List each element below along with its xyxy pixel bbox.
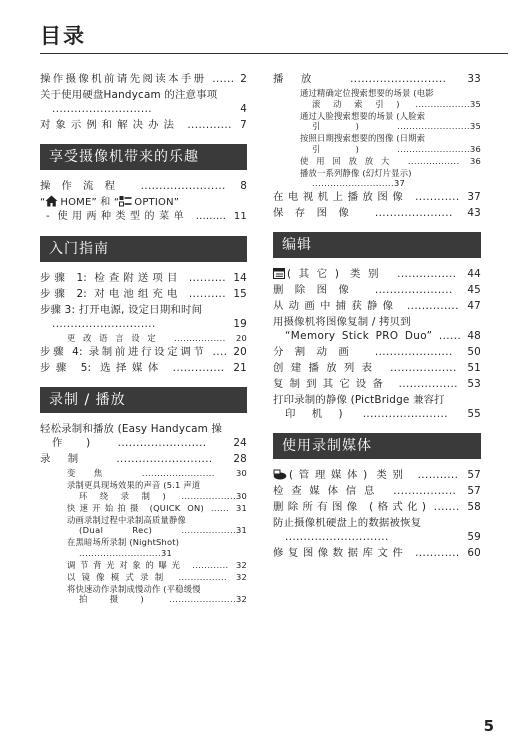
toc-entry[interactable]: 创建播放列表 .................. 51	[273, 362, 481, 374]
toc-entry[interactable]: 在电视机上播放图像 ............ 37	[273, 191, 481, 203]
page-number: 5	[483, 717, 494, 735]
section-heading: 编辑	[273, 232, 481, 258]
toc-subentry[interactable]: 以镜像模式录制 ................ 32	[67, 571, 247, 582]
section-heading: 入门指南	[40, 236, 247, 262]
toc-entry[interactable]: 防止摄像机硬盘上的数据被恢复 ............................ 59	[273, 517, 481, 543]
toc-entry[interactable]: 步骤 4: 录制前进行设定调节 .... 20	[40, 346, 247, 358]
section-heading: 使用录制媒体	[273, 433, 481, 459]
home-option-line: “ HOME” 和 “ OPTION”	[40, 197, 180, 208]
toc-entry[interactable]: 对象示例和解决办法 ............ 7	[40, 119, 247, 131]
toc-entry[interactable]: 复制到其它设备 ................ 53	[273, 378, 481, 390]
toc-entry[interactable]: 修复图像数据库文件 ............ 60	[273, 547, 481, 559]
toc-entry[interactable]: (管理媒体) 类别 ........... 57	[273, 468, 481, 482]
toc-entry[interactable]: 检查媒体信息 ................. 57	[273, 485, 481, 497]
toc-subentry[interactable]: 将快速动作录制成慢动作 (平稳缓慢 拍摄) ......................32	[67, 583, 247, 604]
toc-entry[interactable]: 轻松录制和播放 (Easy Handycam 操 作) ........................ 24	[40, 423, 247, 449]
toc-subentry[interactable]: 使用回放放大 ................. 36	[300, 155, 482, 166]
toc-entry[interactable]: 步骤 1: 检查附送项目 .......... 14	[40, 272, 247, 284]
toc-subentry[interactable]: 在黑暗场所录制 (NightShot) ...........................31	[67, 537, 180, 558]
toc-entry[interactable]: 关于使用硬盘Handycam 的注意事项 ........................... 4	[40, 89, 247, 115]
section-heading: 录制 / 播放	[40, 387, 247, 413]
toc-entry[interactable]: 打印录制的静像 (PictBridge 兼容打 印机) ....................... 55	[273, 394, 481, 420]
toc-subentry[interactable]: 按照日期搜索想要的图像 (日期索 引) ........................36	[300, 133, 481, 154]
toc-subentry[interactable]: 调节背光对象的曝光 ............ 32	[67, 559, 247, 570]
toc-entry[interactable]: 保存图像 ..................... 43	[273, 207, 481, 219]
toc-subentry[interactable]: 通过精确定位搜索想要的场景 (电影 滚动索引) ..................35	[300, 88, 481, 109]
toc-subentry[interactable]: 播放一系列静像 (幻灯片显示) ...........................37	[300, 167, 412, 188]
toc-entry[interactable]: “ HOME” 和 “ OPTION” - 使用两种类型的菜单 ......... 11	[40, 197, 247, 222]
section-heading: 享受摄像机带来的乐趣	[40, 144, 247, 170]
toc-left-column	[40, 72, 247, 606]
toc-subentry[interactable]: 更改语言设定 ................. 20	[67, 333, 248, 343]
toc-entry[interactable]: 用摄像机将图像复制 / 拷贝到 “Memory Stick PRO Duo” ...... 48	[273, 316, 481, 342]
home-icon	[45, 195, 58, 207]
toc-entry[interactable]: 步骤 2: 对电池组充电 .......... 15	[40, 288, 247, 300]
toc-entry[interactable]: 分割动画 ..................... 50	[273, 346, 481, 358]
toc-subentry[interactable]: 快速开始拍摄 (QUICK ON) ...... 31	[67, 502, 247, 513]
toc-entry[interactable]: 从动画中捕获静像 .............. 47	[273, 300, 481, 312]
toc-entry[interactable]: (其它) 类别 ................ 44	[273, 267, 481, 281]
toc-subentry[interactable]: 动画录制过程中录制高质量静像 (Dual Rec) ..................31	[67, 514, 247, 535]
media-icon	[273, 469, 287, 480]
page-title: 目录	[40, 24, 86, 48]
option-icon	[119, 195, 132, 207]
toc-entry[interactable]: 操作流程 ....................... 8	[40, 180, 247, 192]
toc-entry[interactable]: 删除所有图像 (格式化) ....... 58	[273, 501, 481, 513]
toc-entry[interactable]: 步骤 5: 选择媒体 .............. 21	[40, 362, 247, 374]
toc-subentry[interactable]: 变焦 ........................ 30	[67, 468, 247, 478]
toc-subentry[interactable]: 通过人脸搜索想要的场景 (人脸索 引) ........................35	[300, 110, 481, 131]
toc-entry[interactable]: 步骤 3: 打开电源, 设定日期和时间 ............................ 19	[40, 304, 247, 330]
toc-right-column	[273, 72, 481, 562]
toc-entry[interactable]: 操作摄像机前请先阅读本手册 ...... 2	[40, 73, 247, 85]
list-icon	[273, 268, 285, 279]
toc-subentry[interactable]: 录制更具现场效果的声音 (5.1 声道 环绕录制) ..................30	[67, 480, 247, 501]
title-rule	[40, 53, 508, 54]
toc-entry[interactable]: 播放 .......................... 33	[273, 73, 481, 85]
toc-entry[interactable]: 录制 .......................... 28	[40, 453, 247, 465]
toc-entry[interactable]: 删除图像 ..................... 45	[273, 284, 481, 296]
